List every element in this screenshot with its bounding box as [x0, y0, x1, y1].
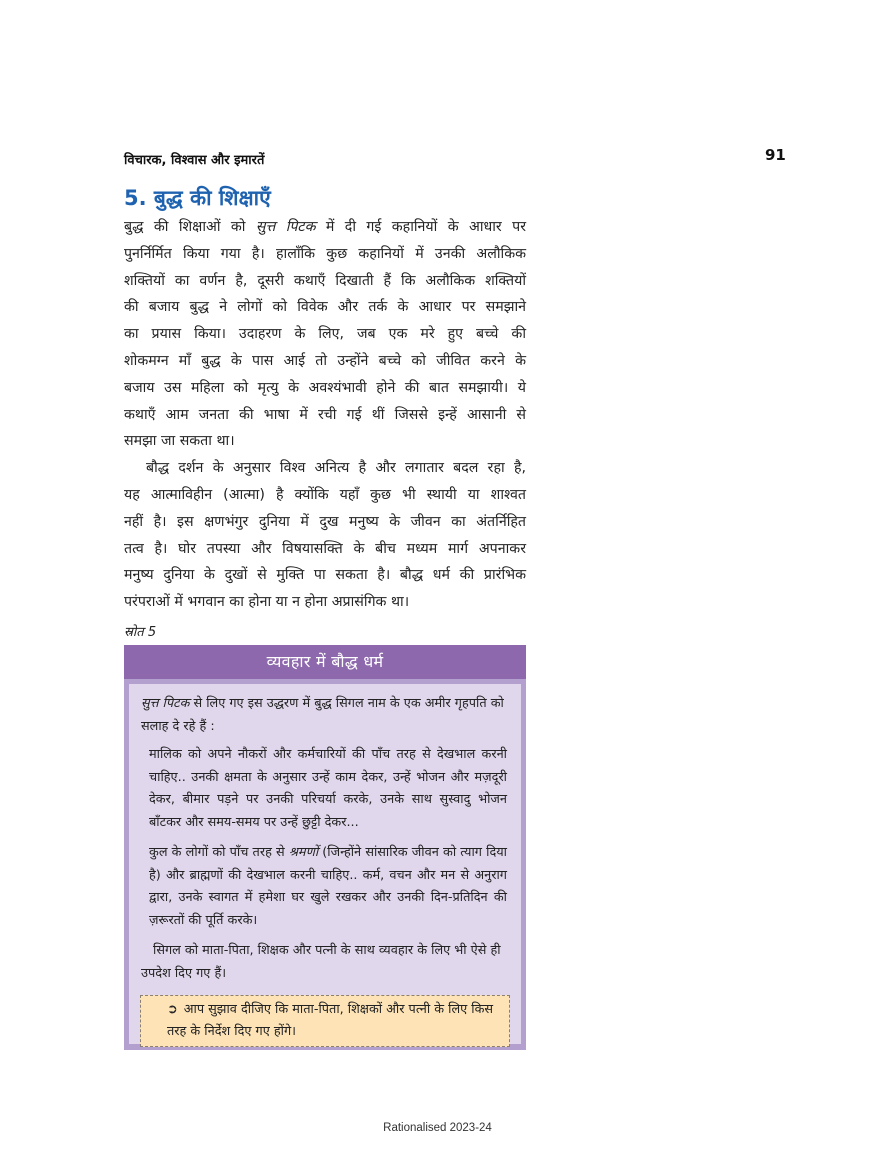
text-line: पुनर्निर्मित किया गया है। हालाँकि कुछ कहानियों में उनकी अलौकिक	[124, 245, 526, 262]
source-quote-1: मालिक को अपने नौकरों और कर्मचारियों की पाँच तरह से देखभाल करनी चाहिए.. उनकी क्षमता के अनुसार उन्हें काम देकर, उन्हें भोजन और मज़दूरी देकर, बीमार पड़ने पर उनकी परिचर्या करके, उनके साथ सुस्वादु भोजन बाँटकर और समय-समय पर उन्हें छुट्टी देकर...	[149, 747, 507, 830]
text-line: नहीं है। इस क्षणभंगुर दुनिया में दुख मनुष्य के जीवन का अंतर्निहित	[124, 513, 526, 530]
section-number: 5.	[124, 186, 147, 210]
section-title	[124, 184, 271, 212]
arrow-right-icon: ➲	[167, 1002, 178, 1017]
source-box	[124, 645, 526, 1050]
source-box-title: व्यवहार में बौद्ध धर्म	[124, 645, 526, 679]
text-line: बजाय उस महिला को मृत्यु के अवश्यंभावी होने की बात समझायी। ये	[124, 379, 526, 396]
activity-text: आप सुझाव दीजिए कि माता-पिता, शिक्षकों और पत्नी के लिए किस तरह के निर्देश दिए गए होंगे।	[167, 1002, 494, 1039]
text-line: शक्तियों का वर्णन है, दूसरी कथाएँ दिखाती हैं कि अलौकिक शक्तियों	[124, 272, 526, 289]
emphasis-shramanas: श्रमणों	[288, 845, 319, 860]
text-line: मनुष्य दुनिया के दुखों से मुक्ति पा सकता है। बौद्ध धर्म की प्रारंभिक	[124, 567, 526, 584]
section-title-text: बुद्ध की शिक्षाएँ	[153, 186, 271, 210]
source-quote-2: कुल के लोगों को पाँच तरह से श्रमणों (जिन्होंने सांसारिक जीवन को त्याग दिया है) और ब्राह्मणों की देखभाल करनी चाहिए.. कर्म, वचन और मन से अनुराग द्वारा, उनके स्वागत में हमेशा घर खुले रखकर और उनकी दिन-प्रतिदिन की ज़रूरतों की पूर्ति करके।	[149, 845, 507, 928]
emphasis-sutta-pitaka: सुत्त पिटक	[141, 696, 190, 711]
text-line: समझा जा सकता था।	[124, 433, 235, 450]
emphasis-sutta-pitaka: सुत्त पिटक	[255, 219, 316, 235]
source-closing: सिगल को माता-पिता, शिक्षक और पत्नी के साथ व्यवहार के लिए भी ऐसे ही उपदेश दिए गए हैं।	[141, 943, 501, 981]
text-line: यह आत्माविहीन (आत्मा) है क्योंकि यहाँ कुछ भी स्थायी या शाश्वत	[124, 486, 526, 503]
text-line: तत्व है। घोर तपस्या और विषयासक्ति के बीच मध्यम मार्ग अपनाकर	[124, 540, 526, 557]
text-line: परंपराओं में भगवान का होना या न होना अप्रासंगिक था।	[124, 594, 410, 611]
text-line: कथाएँ आम जनता की भाषा में रची गई थीं जिससे इन्हें आसानी से	[124, 406, 526, 423]
source-label: स्रोत 5	[124, 625, 157, 640]
source-box-content	[129, 684, 521, 1044]
running-head: विचारक, विश्वास और इमारतें	[124, 153, 265, 168]
text-line: का प्रयास किया। उदाहरण के लिए, जब एक मरे हुए बच्चे की	[124, 326, 526, 343]
source-intro: सुत्त पिटक से लिए गए इस उद्धरण में बुद्ध सिगल नाम के एक अमीर गृहपति को सलाह दे रहे हैं :	[141, 696, 504, 734]
text-line: बुद्ध की शिक्षाओं को सुत्त पिटक में दी गई कहानियों के आधार पर	[124, 219, 527, 235]
paragraph-1	[124, 214, 526, 455]
text-line: बौद्ध दर्शन के अनुसार विश्व अनित्य है और लगातार बदल रहा है,	[146, 460, 526, 477]
paragraph-2	[124, 455, 526, 616]
footer-text: Rationalised 2023-24	[383, 1122, 492, 1134]
text-line: की बजाय बुद्ध ने लोगों को विवेक और तर्क के आधार पर समझाने	[124, 299, 526, 316]
page-number: 91	[765, 146, 786, 164]
body-text	[124, 214, 526, 616]
activity-box	[140, 995, 510, 1047]
text-line: शोकमग्न माँ बुद्ध के पास आई तो उन्होंने बच्चे को जीवित करने के	[124, 352, 526, 369]
